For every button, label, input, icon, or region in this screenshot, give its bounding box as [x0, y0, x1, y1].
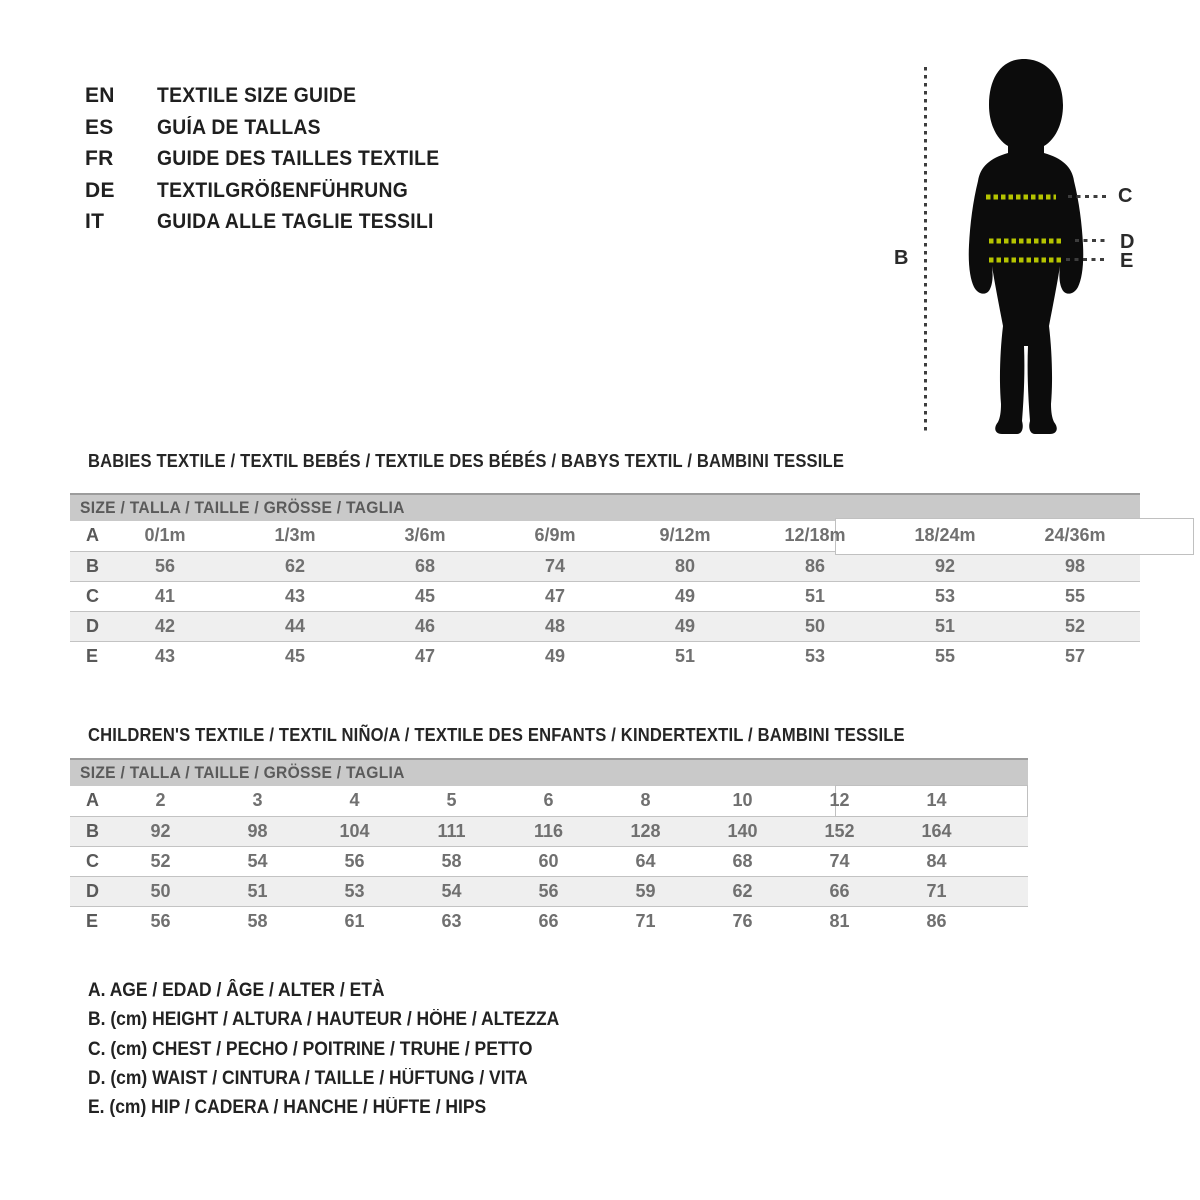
value-cell: 66 [829, 881, 850, 901]
size-header-bar [70, 758, 1028, 786]
value-cell: 8 [640, 790, 651, 810]
value-cell: 54 [247, 851, 268, 871]
babies-section-title: BABIES TEXTILE / TEXTIL BEBÉS / TEXTILE DES BÉBÉS / BABYS TEXTIL / BAMBINI TESSILE [88, 451, 845, 471]
value-cell: 47 [414, 646, 436, 666]
language-code: DE [85, 178, 115, 202]
language-code: EN [85, 84, 115, 107]
table-row [70, 846, 1028, 876]
value-cell: 56 [154, 556, 176, 576]
value-cell: 44 [284, 616, 306, 636]
value-cell: 52 [150, 851, 171, 871]
value-cell: 53 [934, 586, 956, 606]
value-cell: 62 [284, 556, 306, 576]
value-cell: 47 [544, 586, 566, 606]
value-cell: 9/12m [659, 525, 711, 545]
value-cell: 64 [635, 851, 656, 871]
value-cell: 2 [155, 790, 166, 810]
value-cell: 12/18m [784, 525, 846, 545]
value-cell: 71 [926, 881, 947, 901]
value-cell: 71 [635, 911, 656, 931]
value-cell: 92 [934, 556, 956, 576]
value-cell: 68 [732, 851, 753, 871]
value-cell: 42 [154, 616, 176, 636]
height-label: B [894, 247, 909, 269]
value-cell: 74 [544, 556, 566, 576]
value-cell: 61 [344, 911, 365, 931]
legend-item: C. (cm) CHEST / PECHO / POITRINE / TRUHE / PETTO [88, 1038, 533, 1060]
legend-item: A. AGE / EDAD / ÂGE / ALTER / ETÀ [88, 980, 385, 1001]
legend-item: B. (cm) HEIGHT / ALTURA / HAUTEUR / HÖHE / ALTEZZA [88, 1009, 560, 1031]
value-cell: 14 [926, 790, 947, 810]
hip-label: E [1120, 250, 1134, 272]
value-cell: 128 [630, 821, 661, 841]
value-cell: 140 [727, 821, 758, 841]
value-cell: 51 [804, 586, 826, 606]
value-cell: 51 [934, 616, 956, 636]
value-cell: 62 [732, 881, 753, 901]
value-cell: 53 [344, 881, 365, 901]
value-cell: 76 [732, 911, 753, 931]
table-row [70, 786, 1028, 816]
hip-guide-line [1066, 258, 1108, 261]
language-title: GUIDE DES TAILLES TEXTILE [157, 147, 440, 171]
value-cell: 152 [824, 821, 855, 841]
row-label: A [86, 525, 99, 545]
value-cell: 50 [804, 616, 826, 636]
row-label: C [86, 851, 99, 871]
value-cell: 111 [437, 821, 466, 841]
value-cell: 86 [926, 911, 947, 931]
value-cell: 164 [921, 821, 952, 841]
language-code: FR [85, 147, 114, 171]
value-cell: 116 [533, 821, 564, 841]
value-cell: 49 [674, 586, 696, 606]
row-label: B [86, 556, 99, 576]
height-guide-line [924, 67, 927, 432]
language-title: GUÍA DE TALLAS [157, 115, 321, 139]
value-cell: 49 [674, 616, 696, 636]
language-title: TEXTILE SIZE GUIDE [157, 84, 357, 107]
value-cell: 43 [284, 586, 306, 606]
value-cell: 58 [441, 851, 462, 871]
value-cell: 55 [934, 646, 956, 666]
value-cell: 66 [538, 911, 559, 931]
value-cell: 10 [732, 790, 753, 810]
child-silhouette [969, 59, 1084, 434]
value-cell: 45 [284, 646, 306, 666]
table-row [70, 876, 1028, 906]
value-cell: 58 [247, 911, 268, 931]
language-row [85, 112, 464, 144]
table-row [70, 816, 1028, 846]
child-silhouette-svg [940, 50, 1120, 450]
measurement-legend [88, 976, 600, 1122]
table-row [70, 551, 1140, 581]
value-cell: 98 [1064, 556, 1086, 576]
legend-item: D. (cm) WAIST / CINTURA / TAILLE / HÜFTUNG / VITA [88, 1067, 528, 1089]
value-cell: 52 [1064, 616, 1086, 636]
value-cell: 59 [635, 881, 656, 901]
value-cell: 3 [252, 790, 263, 810]
row-label: C [86, 586, 99, 606]
waist-guide-line [1075, 239, 1108, 242]
row-label: E [86, 911, 99, 931]
value-cell: 46 [414, 616, 436, 636]
table-row [70, 906, 1028, 936]
value-cell: 56 [538, 881, 559, 901]
language-title: GUIDA ALLE TAGLIE TESSILI [157, 210, 434, 234]
size-header-label: SIZE / TALLA / TAILLE / GRÖSSE / TAGLIA [80, 498, 405, 517]
value-cell: 74 [829, 851, 850, 871]
size-header-label: SIZE / TALLA / TAILLE / GRÖSSE / TAGLIA [80, 763, 405, 782]
value-cell: 45 [414, 586, 436, 606]
value-cell: 98 [247, 821, 268, 841]
value-cell: 53 [804, 646, 826, 666]
table-row [70, 521, 1140, 551]
value-cell: 43 [154, 646, 176, 666]
value-cell: 81 [829, 911, 850, 931]
table-row [70, 581, 1140, 611]
row-label: A [86, 790, 99, 810]
value-cell: 1/3m [274, 525, 316, 545]
value-cell: 6 [543, 790, 554, 810]
value-cell: 57 [1064, 646, 1086, 666]
value-cell: 24/36m [1044, 525, 1106, 545]
row-label: B [86, 821, 99, 841]
value-cell: 12 [829, 790, 850, 810]
row-label: D [86, 881, 99, 901]
value-cell: 56 [150, 911, 171, 931]
value-cell: 51 [674, 646, 696, 666]
value-cell: 6/9m [534, 525, 576, 545]
value-cell: 41 [154, 586, 176, 606]
value-cell: 104 [339, 821, 370, 841]
language-code: ES [85, 115, 114, 139]
language-title-list [85, 80, 464, 238]
chest-guide-line [1068, 195, 1108, 198]
value-cell: 50 [150, 881, 171, 901]
waist-label: D [1120, 231, 1135, 253]
children-section-title: CHILDREN'S TEXTILE / TEXTIL NIÑO/A / TEXTILE DES ENFANTS / KINDERTEXTIL / BAMBINI TESSILE [88, 725, 905, 745]
value-cell: 49 [544, 646, 566, 666]
language-row [85, 206, 464, 238]
row-label: E [86, 646, 99, 666]
table-row [70, 611, 1140, 641]
value-cell: 5 [446, 790, 457, 810]
value-cell: 80 [674, 556, 696, 576]
value-cell: 55 [1064, 586, 1086, 606]
language-row [85, 80, 464, 112]
value-cell: 54 [441, 881, 462, 901]
value-cell: 56 [344, 851, 365, 871]
row-label: D [86, 616, 99, 636]
language-row [85, 175, 464, 207]
table-row [70, 641, 1140, 671]
chest-label: C [1118, 185, 1133, 207]
language-row [85, 143, 464, 175]
value-cell: 60 [538, 851, 559, 871]
value-cell: 3/6m [404, 525, 446, 545]
value-cell: 48 [544, 616, 566, 636]
language-code: IT [85, 210, 105, 234]
value-cell: 86 [804, 556, 826, 576]
value-cell: 92 [150, 821, 171, 841]
value-cell: 68 [414, 556, 436, 576]
size-header-bar [70, 493, 1140, 521]
legend-item: E. (cm) HIP / CADERA / HANCHE / HÜFTE / HIPS [88, 1097, 487, 1119]
value-cell: 63 [441, 911, 462, 931]
value-cell: 4 [349, 790, 360, 810]
value-cell: 0/1m [144, 525, 186, 545]
value-cell: 84 [926, 851, 947, 871]
value-cell: 18/24m [914, 525, 976, 545]
language-title: TEXTILGRÖßENFÜHRUNG [157, 178, 409, 202]
value-cell: 51 [247, 881, 268, 901]
